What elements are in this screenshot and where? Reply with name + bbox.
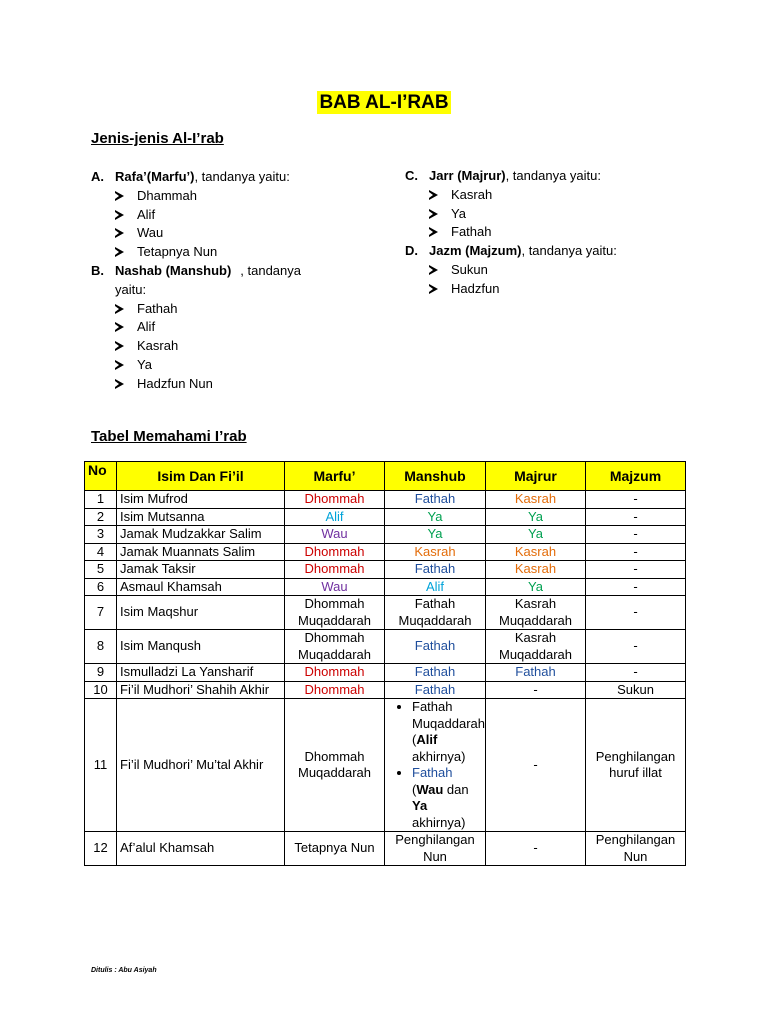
group-a-heading: A. Rafa’(Marfu’), tandanya yaitu:	[91, 169, 290, 184]
table-row: 4 Jamak Muannats Salim Dhommah Kasrah Kasrah -	[85, 543, 686, 561]
list-item: • Fathah (Wau dan Ya akhirnya)	[412, 765, 482, 831]
header-marfu: Marfu’	[285, 462, 385, 491]
group-d-heading: D. Jazm (Majzum), tandanya yaitu:	[405, 243, 617, 259]
left-list	[91, 168, 331, 394]
arrow-bullet-icon	[429, 265, 438, 275]
list-item: Alif	[91, 206, 331, 225]
document-title: BAB AL-I’RAB	[319, 92, 449, 113]
list-item: Hadzfun	[405, 280, 665, 299]
section-heading-jenis: Jenis-jenis Al-I’rab	[91, 130, 224, 147]
list-item: Hadzfun Nun	[91, 375, 331, 394]
arrow-bullet-icon	[115, 341, 124, 351]
list-item: Sukun	[405, 261, 665, 280]
arrow-bullet-icon	[115, 379, 124, 389]
table-row: 5 Jamak Taksir Dhommah Fathah Kasrah -	[85, 561, 686, 579]
table-row: 1 Isim Mufrod Dhommah Fathah Kasrah -	[85, 491, 686, 509]
arrow-bullet-icon	[429, 227, 438, 237]
table-row: 2 Isim Mutsanna Alif Ya Ya -	[85, 508, 686, 526]
arrow-bullet-icon	[115, 247, 124, 257]
table-row: 8 Isim Manqush Dhommah Muqaddarah Fathah Kasrah Muqaddarah -	[85, 630, 686, 664]
list-item: Fathah	[91, 300, 331, 319]
table-row: 6 Asmaul Khamsah Wau Alif Ya -	[85, 578, 686, 596]
list-item: Wau	[91, 224, 331, 243]
header-majrur: Majrur	[486, 462, 586, 491]
arrow-bullet-icon	[115, 304, 124, 314]
list-item: Fathah	[405, 223, 665, 242]
manshub-cell-list	[385, 699, 486, 832]
list-item: Kasrah	[405, 186, 665, 205]
header-isim: Isim Dan Fi’il	[117, 462, 285, 491]
table-row: 3 Jamak Mudzakkar Salim Wau Ya Ya -	[85, 526, 686, 544]
irab-table	[84, 461, 686, 866]
table-row: 12 Af’alul Khamsah Tetapnya Nun Penghilangan Nun - Penghilangan Nun	[85, 832, 686, 866]
group-b-heading: B. Nashab (Manshub) , tandanya yaitu:	[91, 262, 301, 297]
table-header-row	[85, 462, 686, 491]
list-item: Ya	[405, 205, 665, 224]
arrow-bullet-icon	[115, 191, 124, 201]
list-item: Tetapnya Nun	[91, 243, 331, 262]
header-no: No	[85, 462, 117, 491]
table-row: 11 Fi’il Mudhori’ Mu’tal Akhir Dhommah Muqaddarah • Fathah Muqaddarah (Alif akhirnya) • Fathah (Wau dan Ya akhirnya) - Penghilangan huruf illat	[85, 699, 686, 832]
arrow-bullet-icon	[115, 360, 124, 370]
header-manshub: Manshub	[385, 462, 486, 491]
arrow-bullet-icon	[115, 210, 124, 220]
list-item: Kasrah	[91, 337, 331, 356]
table-row: 7 Isim Maqshur Dhommah Muqaddarah Fathah Muqaddarah Kasrah Muqaddarah -	[85, 596, 686, 630]
list-item: Ya	[91, 356, 331, 375]
group-c-heading: C. Jarr (Majrur), tandanya yaitu:	[405, 168, 601, 183]
list-item: Dhammah	[91, 187, 331, 206]
list-item: • Fathah Muqaddarah (Alif akhirnya)	[412, 699, 482, 765]
table-row: 10 Fi’il Mudhori’ Shahih Akhir Dhommah Fathah - Sukun	[85, 681, 686, 699]
section-heading-tabel: Tabel Memahami I’rab	[91, 428, 247, 445]
arrow-bullet-icon	[429, 284, 438, 294]
footer-author: Ditulis : Abu Asiyah	[91, 967, 157, 974]
arrow-bullet-icon	[115, 322, 124, 332]
table-row: 9 Ismulladzi La Yansharif Dhommah Fathah Fathah -	[85, 664, 686, 682]
arrow-bullet-icon	[429, 190, 438, 200]
arrow-bullet-icon	[115, 228, 124, 238]
arrow-bullet-icon	[429, 209, 438, 219]
right-list	[405, 167, 665, 299]
header-majzum: Majzum	[586, 462, 686, 491]
list-item: Alif	[91, 318, 331, 337]
